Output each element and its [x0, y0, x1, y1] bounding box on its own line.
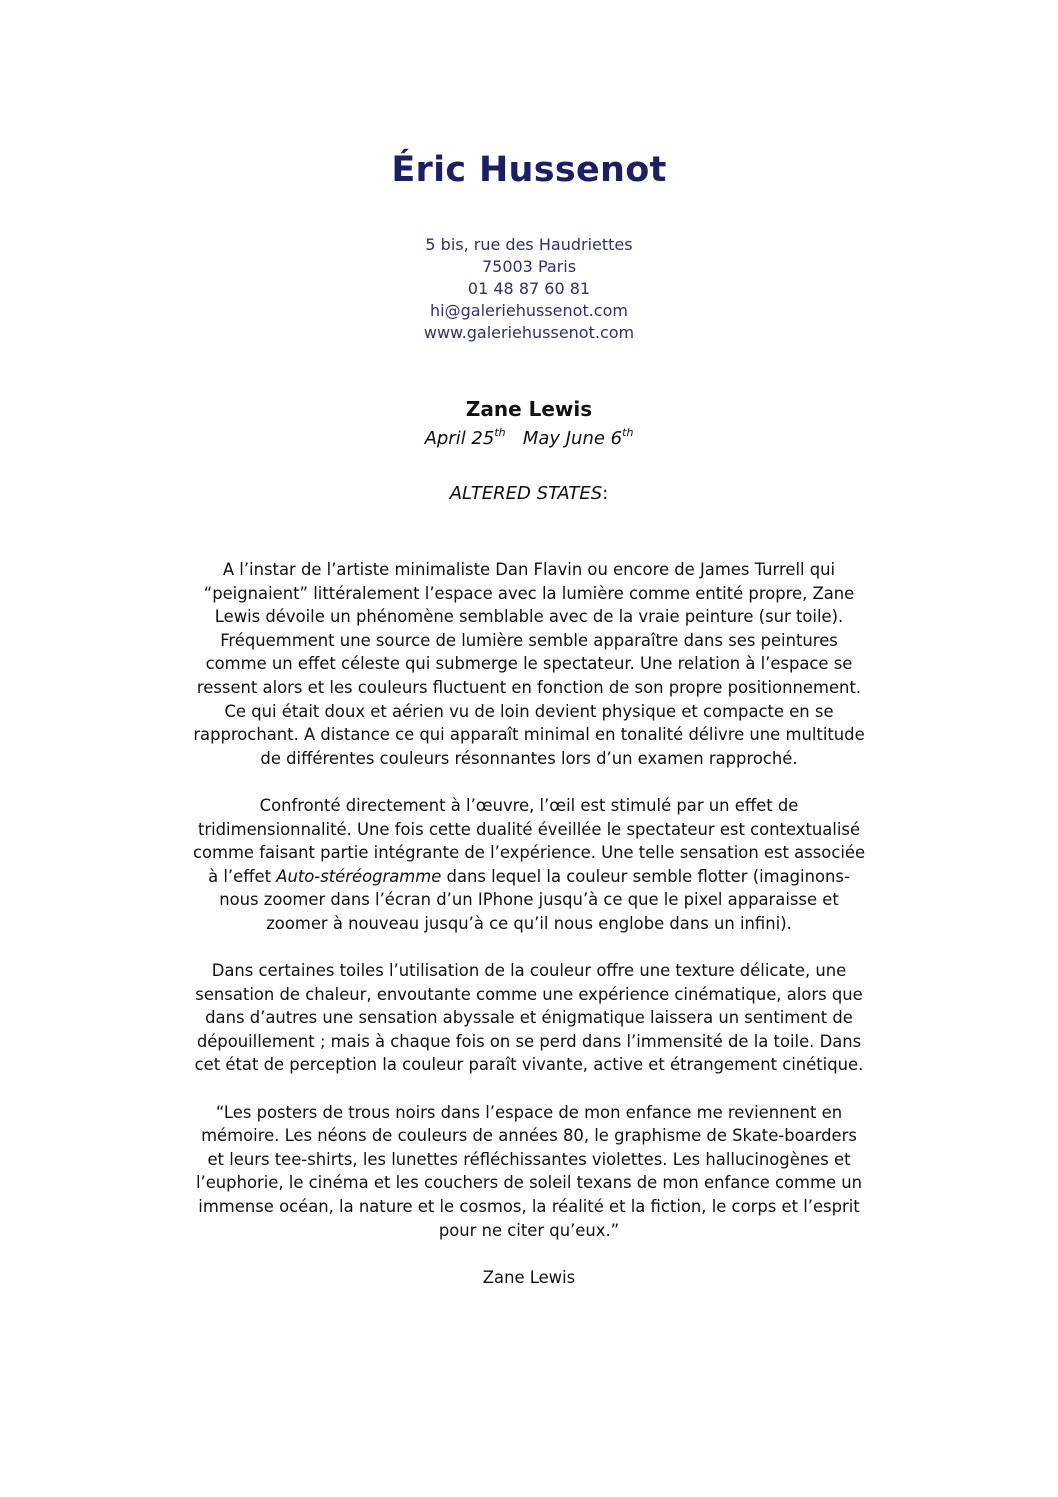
text-line: “peignaient” littéralement l’espace avec la lumière comme entité propre, Zane	[203, 583, 855, 603]
end-date: May June 6	[522, 428, 623, 449]
text-line: Confronté directement à l’œuvre, l’œil est stimulé par un effet de	[259, 795, 799, 815]
text-fragment: dans lequel la couleur semble flotter (imaginons-	[441, 866, 850, 886]
text-line: “Les posters de trous noirs dans l’espace de mon enfance me reviennent en	[215, 1102, 843, 1122]
address-phone: 01 48 87 60 81	[467, 279, 591, 298]
text-line: mémoire. Les néons de couleurs de années 80, le graphisme de Skate-boarders	[201, 1126, 857, 1146]
paragraph-quote	[150, 1101, 908, 1243]
text-line: ressent alors et les couleurs fluctuent en fonction de son propre positionnement.	[196, 677, 862, 697]
text-line: sensation de chaleur, envoutante comme une expérience cinématique, alors que	[195, 984, 863, 1004]
quote-signature: Zane Lewis	[482, 1268, 576, 1287]
text-line: comme un effet céleste qui submerge le spectateur. Une relation à l’espace se	[205, 654, 853, 674]
end-date-suffix: th	[622, 426, 634, 439]
text-line: dans d’autres une sensation abyssale et énigmatique laissera un sentiment de	[205, 1008, 853, 1028]
text-line: rapprochant. A distance ce qui apparaît minimal en tonalité délivre une multitude	[193, 725, 865, 745]
address-street: 5 bis, rue des Haudriettes	[425, 235, 633, 254]
text-line: Ce qui était doux et aérien vu de loin devient physique et compacte en se	[224, 701, 834, 721]
paragraph-2	[150, 794, 908, 936]
text-line: nous zoomer dans l’écran d’un IPhone jusqu’à ce que le pixel apparaisse et	[219, 890, 839, 910]
italic-term: Auto-stéréogramme	[276, 866, 442, 886]
text-line: tridimensionnalité. Une fois cette dualité éveillée le spectateur est contextualisé	[197, 819, 861, 839]
text-line-with-italic	[150, 865, 908, 889]
text-fragment: à l’effet	[208, 866, 277, 886]
start-date: April 25	[424, 428, 495, 449]
address-email[interactable]: hi@galeriehussenot.com	[430, 301, 628, 320]
gallery-name: Éric Hussenot	[391, 150, 667, 190]
start-date-suffix: th	[494, 426, 506, 439]
text-line: dépouillement ; mais à chaque fois on se perd dans l’immensité de la toile. Dans	[196, 1031, 862, 1051]
gallery-address-block	[0, 234, 1058, 344]
text-line: Fréquemment une source de lumière semble apparaître dans ses peintures	[220, 630, 838, 650]
text-line: et leurs tee-shirts, les lunettes réfléchissantes violettes. Les hallucinogènes et	[207, 1149, 851, 1169]
paragraph-3	[150, 959, 908, 1077]
exhibition-dates	[0, 428, 1058, 449]
press-release-body	[150, 558, 908, 1266]
address-city: 75003 Paris	[481, 257, 577, 276]
text-line: l’euphorie, le cinéma et les couchers de soleil texans de mon enfance comme un	[195, 1173, 863, 1193]
text-line: A l’instar de l’artiste minimaliste Dan Flavin ou encore de James Turrell qui	[222, 560, 836, 579]
artist-name: Zane Lewis	[465, 397, 593, 421]
paragraph-1	[150, 558, 908, 770]
text-line: cet état de perception la couleur paraît vivante, active et étrangement cinétique.	[194, 1055, 864, 1075]
exhibition-title-colon: :	[602, 483, 609, 504]
exhibition-title	[0, 483, 1058, 504]
address-website[interactable]: www.galeriehussenot.com	[423, 323, 635, 342]
text-line: comme faisant partie intégrante de l’expérience. Une telle sensation est associée	[192, 843, 866, 863]
text-line: Dans certaines toiles l’utilisation de la couleur offre une texture délicate, une	[211, 961, 847, 981]
text-line: pour ne citer qu’eux.”	[438, 1220, 620, 1240]
text-line: zoomer à nouveau jusqu’à ce qu’il nous englobe dans un infini).	[266, 913, 792, 933]
text-line: de différentes couleurs résonnantes lors d’un examen rapproché.	[260, 748, 798, 768]
exhibition-title-text: ALTERED STATES	[449, 483, 603, 504]
text-line: immense océan, la nature et le cosmos, la réalité et la fiction, le corps et l’esprit	[198, 1197, 860, 1217]
text-line: Lewis dévoile un phénomène semblable avec de la vraie peinture (sur toile).	[214, 607, 844, 627]
